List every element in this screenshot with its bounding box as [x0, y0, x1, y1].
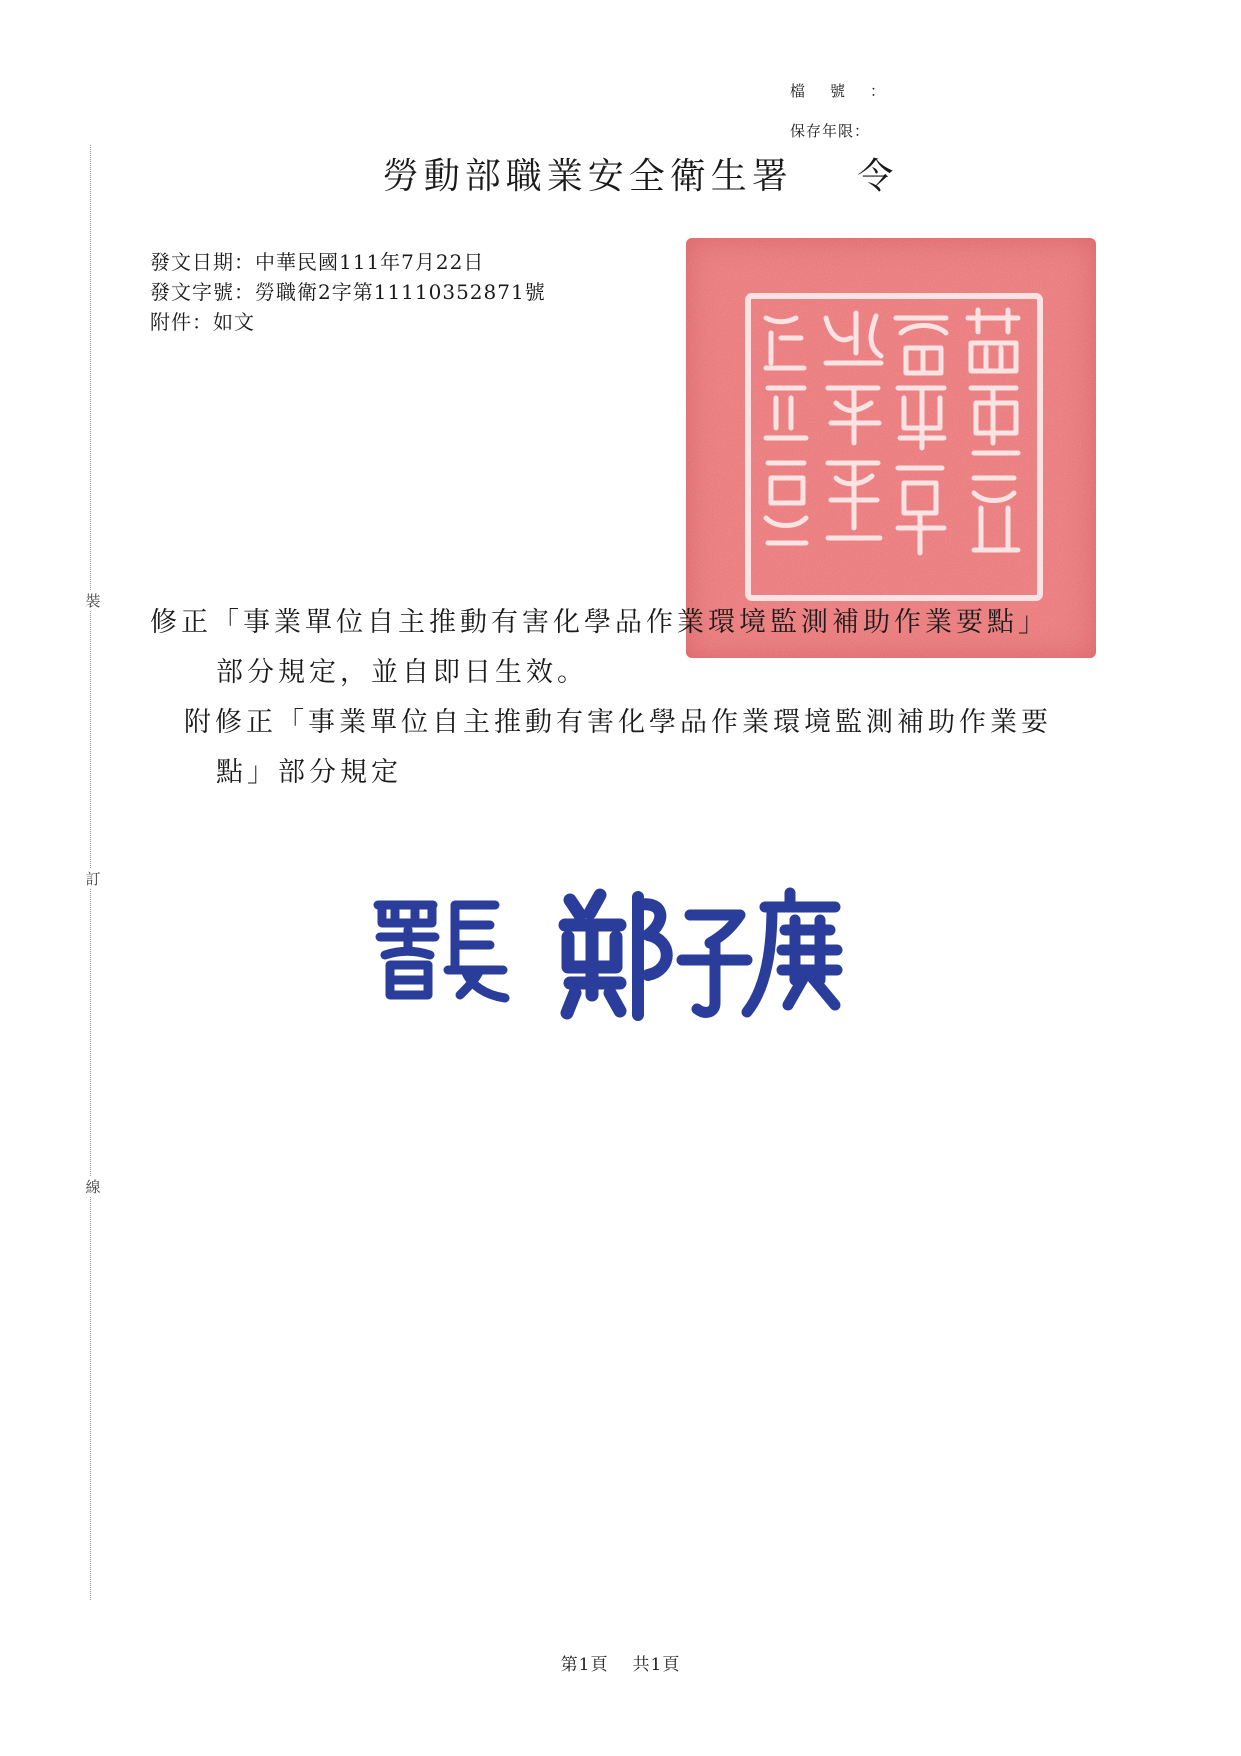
file-number-label: 檔號： [790, 82, 886, 100]
body-para-2-line-1: 附修正「事業單位自主推動有害化學品作業環境監測補助作業要 [184, 707, 1052, 738]
body-para-1-line-2: 部分規定，並自即日生效。 [216, 657, 588, 688]
document-type: 令 [857, 156, 899, 197]
issue-date: 發文日期：中華民國111年7月22日 [150, 250, 485, 274]
body-para-1-line-1: 修正「事業單位自主推動有害化學品作業環境監測補助作業要點」 [150, 607, 1049, 638]
retention-label: 保存年限： [790, 122, 871, 140]
official-seal [686, 238, 1096, 658]
signature-artwork [370, 875, 910, 1035]
binding-char-2: 訂 [85, 870, 101, 888]
body-para-2-line-2: 點」部分規定 [216, 757, 402, 788]
document-meta [150, 247, 546, 337]
page-footer [0, 1650, 1241, 1675]
document-body [150, 598, 1130, 798]
agency-name: 勞動部職業安全衛生署 [382, 156, 793, 197]
director-signature [370, 875, 910, 1035]
binding-char-3: 線 [85, 1178, 101, 1196]
page-number: 第1頁 [560, 1655, 609, 1675]
doc-number: 發文字號：勞職衛2字第11110352871號 [150, 280, 546, 304]
document-title [0, 148, 1241, 199]
seal-artwork [686, 238, 1096, 658]
page-total: 共1頁 [632, 1655, 681, 1675]
binding-char-1: 裝 [85, 592, 101, 610]
attachment-note: 附件：如文 [150, 310, 255, 334]
